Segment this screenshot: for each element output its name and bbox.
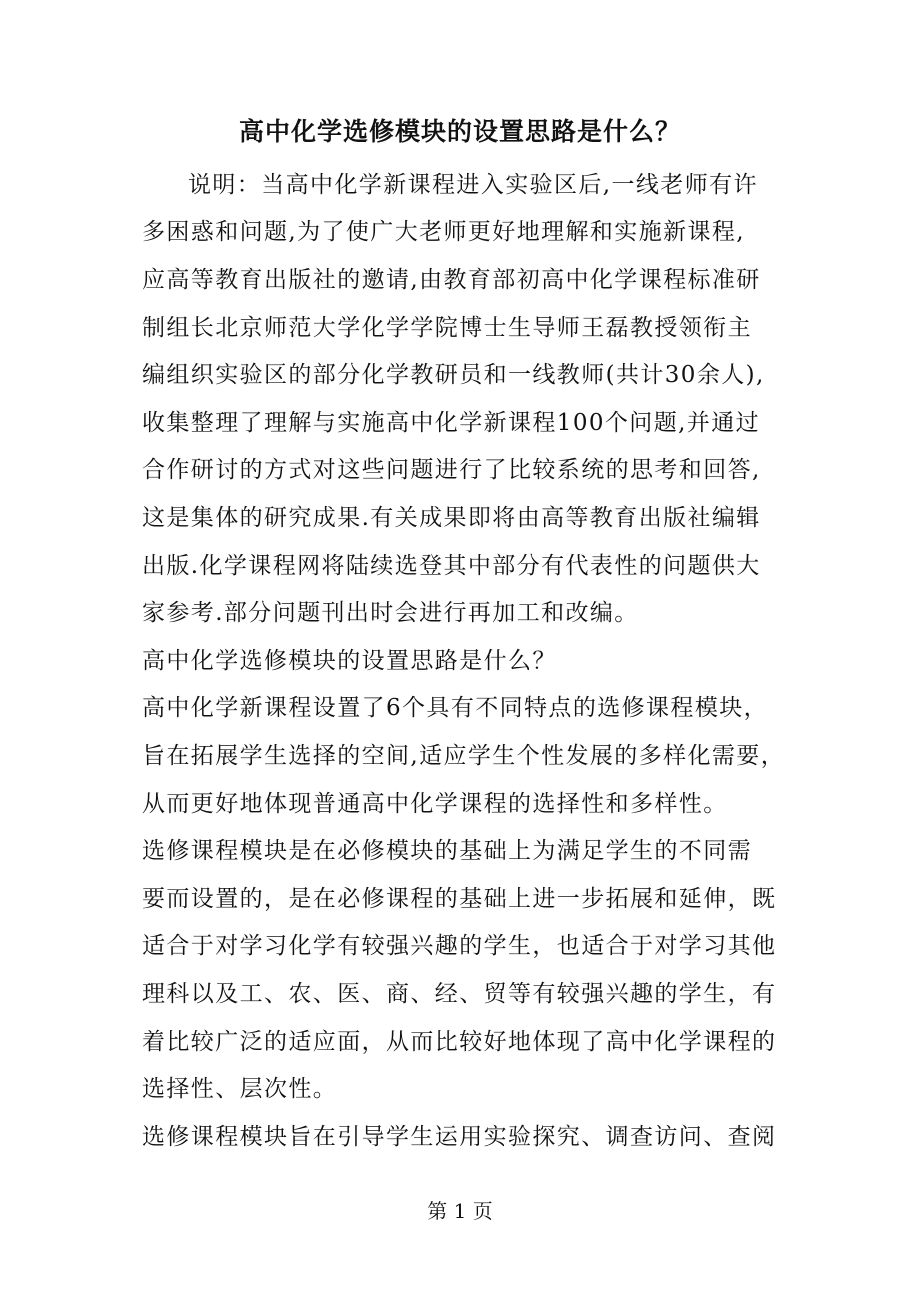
paragraph-line: 旨在拓展学生选择的空间,适应学生个性发展的多样化需要， <box>142 743 786 769</box>
paragraph-line: 选修课程模块是在必修模块的基础上为满足学生的不同需 <box>142 838 752 864</box>
paragraph-line: 选修课程模块旨在引导学生运用实验探究、调查访问、查阅 <box>142 1124 777 1150</box>
paragraph-line: 编组织实验区的部分化学教研员和一线教师(共计30余人), <box>142 362 765 388</box>
paragraph-line: 适合于对学习化学有较强兴趣的学生，也适合于对学习其他 <box>142 933 777 959</box>
paragraph-line: 家参考.部分问题刊出时会进行再加工和改编。 <box>142 600 639 626</box>
paragraph-line: 合作研讨的方式对这些问题进行了比较系统的思考和回答, <box>142 457 761 483</box>
paragraph-line: 着比较广泛的适应面，从而比较好地体现了高中化学课程的 <box>142 1029 777 1055</box>
paragraph-line: 理科以及工、农、医、商、经、贸等有较强兴趣的学生，有 <box>142 981 777 1007</box>
paragraph-line: 应高等教育出版社的邀请,由教育部初高中化学课程标准研 <box>142 267 761 293</box>
paragraph-line: 选择性、层次性。 <box>142 1076 338 1102</box>
paragraph-line: 从而更好地体现普通高中化学课程的选择性和多样性。 <box>142 791 728 817</box>
paragraph-line: 高中化学新课程设置了6个具有不同特点的选修课程模块， <box>142 695 769 721</box>
paragraph-line: 说明：当高中化学新课程进入实验区后,一线老师有许 <box>188 172 758 198</box>
paragraph-line: 多困惑和问题,为了使广大老师更好地理解和实施新课程, <box>142 219 746 245</box>
document-title: 高中化学选修模块的设置思路是什么？ <box>238 117 681 146</box>
page-number: 第 1 页 <box>427 1199 493 1223</box>
paragraph-line: 要而设置的，是在必修课程的基础上进一步拓展和延伸，既 <box>142 886 777 912</box>
paragraph-line: 收集整理了理解与实施高中化学新课程100个问题,并通过 <box>142 410 761 436</box>
section-heading: 高中化学选修模块的设置思路是什么？ <box>142 648 557 674</box>
paragraph-line: 这是集体的研究成果.有关成果即将由高等教育出版社编辑 <box>142 505 761 531</box>
paragraph-line: 制组长北京师范大学化学学院博士生导师王磊教授领衔主 <box>142 315 752 341</box>
paragraph-line: 出版.化学课程网将陆续选登其中部分有代表性的问题供大 <box>142 553 761 579</box>
